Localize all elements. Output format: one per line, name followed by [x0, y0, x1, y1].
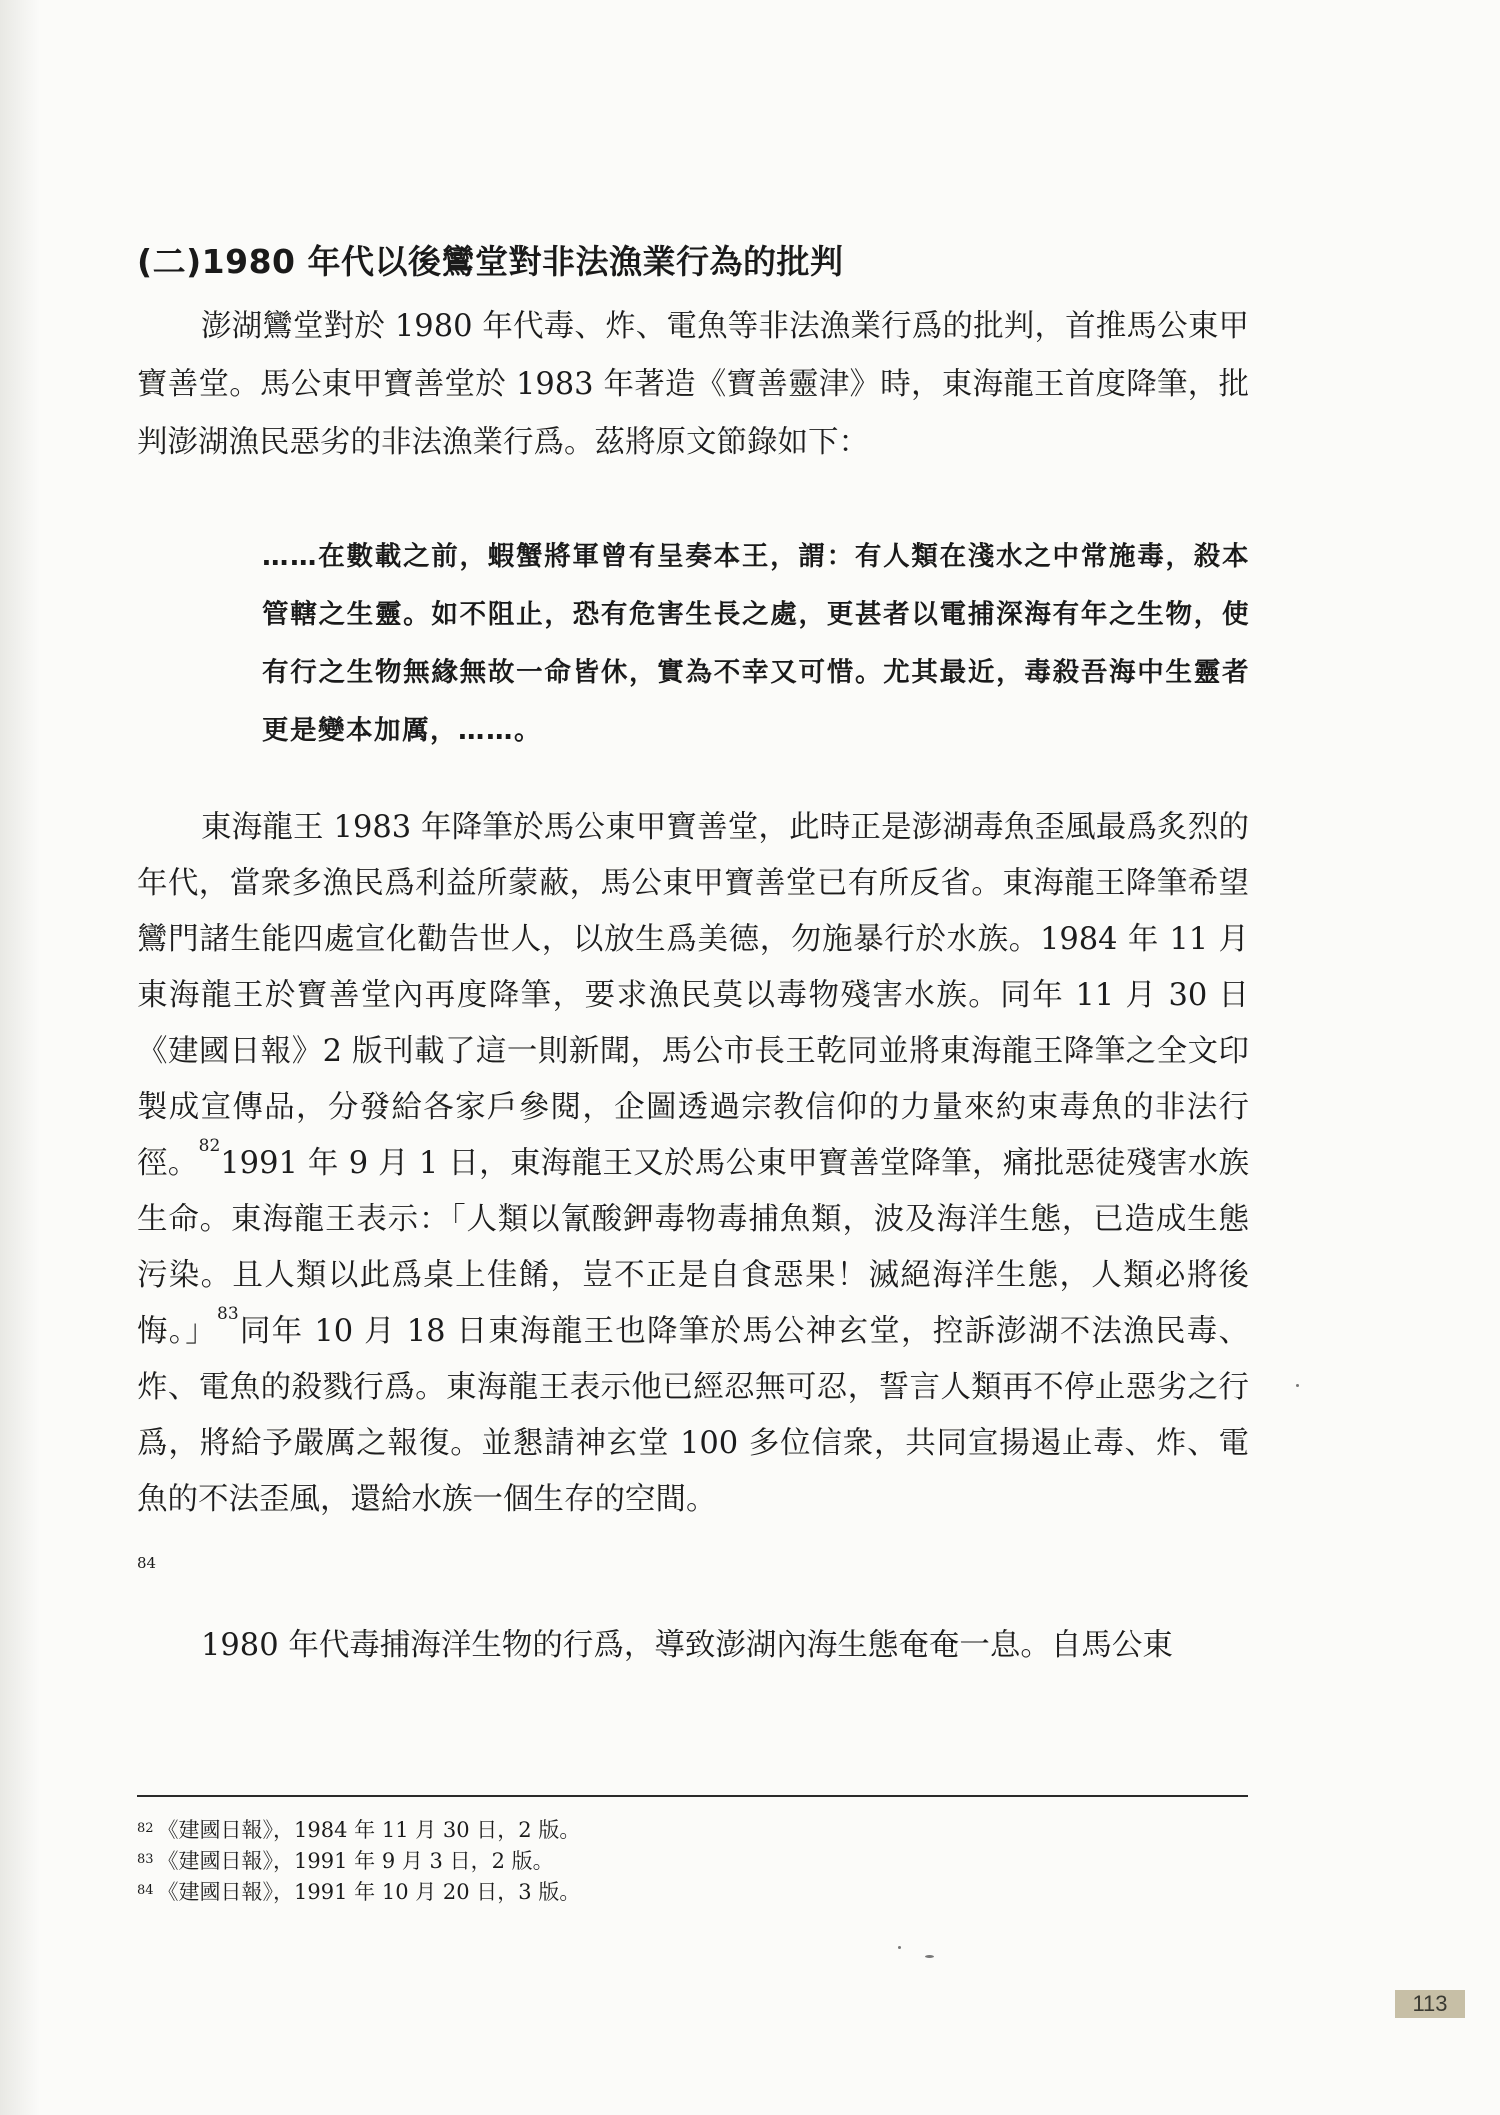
footnote-number: 82: [137, 1821, 154, 1836]
footnote-item: [137, 1815, 580, 1846]
footnote-ref-82[interactable]: 82: [198, 1136, 221, 1156]
footnote-item: [137, 1846, 580, 1877]
section-title: (二)1980 年代以後鸞堂對非法漁業行為的批判: [137, 242, 844, 281]
page-edge-shadow: [0, 0, 40, 2115]
footnotes: [137, 1815, 580, 1908]
footnote-number: 83: [137, 1852, 154, 1867]
footnote-text: 《建國日報》，1991 年 10 月 20 日，3 版。: [157, 1880, 581, 1904]
footnote-ref-84[interactable]: 84: [137, 1554, 157, 1572]
paragraph-main-part-c: 同年 10 月 18 日東海龍王也降筆於馬公神玄堂，控訴澎湖不法漁民毒、炸、電魚的殺戮行爲。東海龍王表示他已經忍無可忍，誓言人類再不停止惡劣之行爲，將給予嚴厲之報復。並懇請神玄堂 100 多位信衆，共同宣揚遏止毒、炸、電魚的不法歪風，還給水族一個生存的空間。: [137, 1314, 1249, 1517]
paragraph-main-part-b: 1991 年 9 月 1 日，東海龍王又於馬公東甲寶善堂降筆，痛批惡徒殘害水族生命。東海龍王表示：「人類以氰酸鉀毒物毒捕魚類，波及海洋生態，已造成生態污染。且人類以此爲桌上佳餚，豈不正是自食惡果！滅絕海洋生態，人類必將後悔。」: [137, 1146, 1250, 1349]
scan-speck: [1296, 1384, 1299, 1387]
footnote-ref-83[interactable]: 83: [217, 1304, 239, 1324]
paragraph-continued: 1980 年代毒捕海洋生物的行爲，導致澎湖內海生態奄奄一息。自馬公東: [201, 1628, 1173, 1663]
scan-speck: [925, 1955, 934, 1958]
page-number: 113: [1412, 1991, 1448, 2016]
footnote-text: 《建國日報》，1984 年 11 月 30 日，2 版。: [157, 1818, 581, 1842]
paragraph-main: [137, 800, 1249, 1528]
footnote-divider: [137, 1795, 1248, 1797]
footnote-number: 84: [137, 1883, 154, 1898]
page-number-tab: [1395, 1990, 1465, 2018]
paragraph-main-part-a: 東海龍王 1983 年降筆於馬公東甲寶善堂，此時正是澎湖毒魚歪風最爲炙烈的年代，當衆多漁民爲利益所蒙蔽，馬公東甲寶善堂已有所反省。東海龍王降筆希望鸞門諸生能四處宣化勸告世人，以放生爲美德，勿施暴行於水族。1984 年 11 月東海龍王於寶善堂內再度降筆，要求漁民莫以毒物殘害水族。同年 11 月 30 日《建國日報》2 版刊載了這一則新聞，馬公市長王乾同並將東海龍王降筆之全文印製成宣傳品，分發給各家戶參閱，企圖透過宗教信仰的力量來約束毒魚的非法行徑。: [137, 810, 1249, 1181]
paragraph-intro: 澎湖鸞堂對於 1980 年代毒、炸、電魚等非法漁業行爲的批判，首推馬公東甲寶善堂。馬公東甲寶善堂於 1983 年著造《寶善靈津》時，東海龍王首度降筆，批判澎湖漁民惡劣的非法漁業行爲。茲將原文節錄如下：: [137, 309, 1249, 460]
footnote-text: 《建國日報》，1991 年 9 月 3 日，2 版。: [157, 1849, 554, 1873]
footnote-item: [137, 1877, 580, 1908]
block-quote: ……在數載之前，蝦蟹將軍曾有呈奏本王，謂：有人類在淺水之中常施毒，殺本管轄之生靈。如不阻止，恐有危害生長之處，更甚者以電捕深海有年之生物，使有行之生物無緣無故一命皆休，實為不幸又可惜。尤其最近，毒殺吾海中生靈者更是變本加厲，……。: [262, 541, 1250, 746]
scan-speck: [898, 1946, 901, 1949]
